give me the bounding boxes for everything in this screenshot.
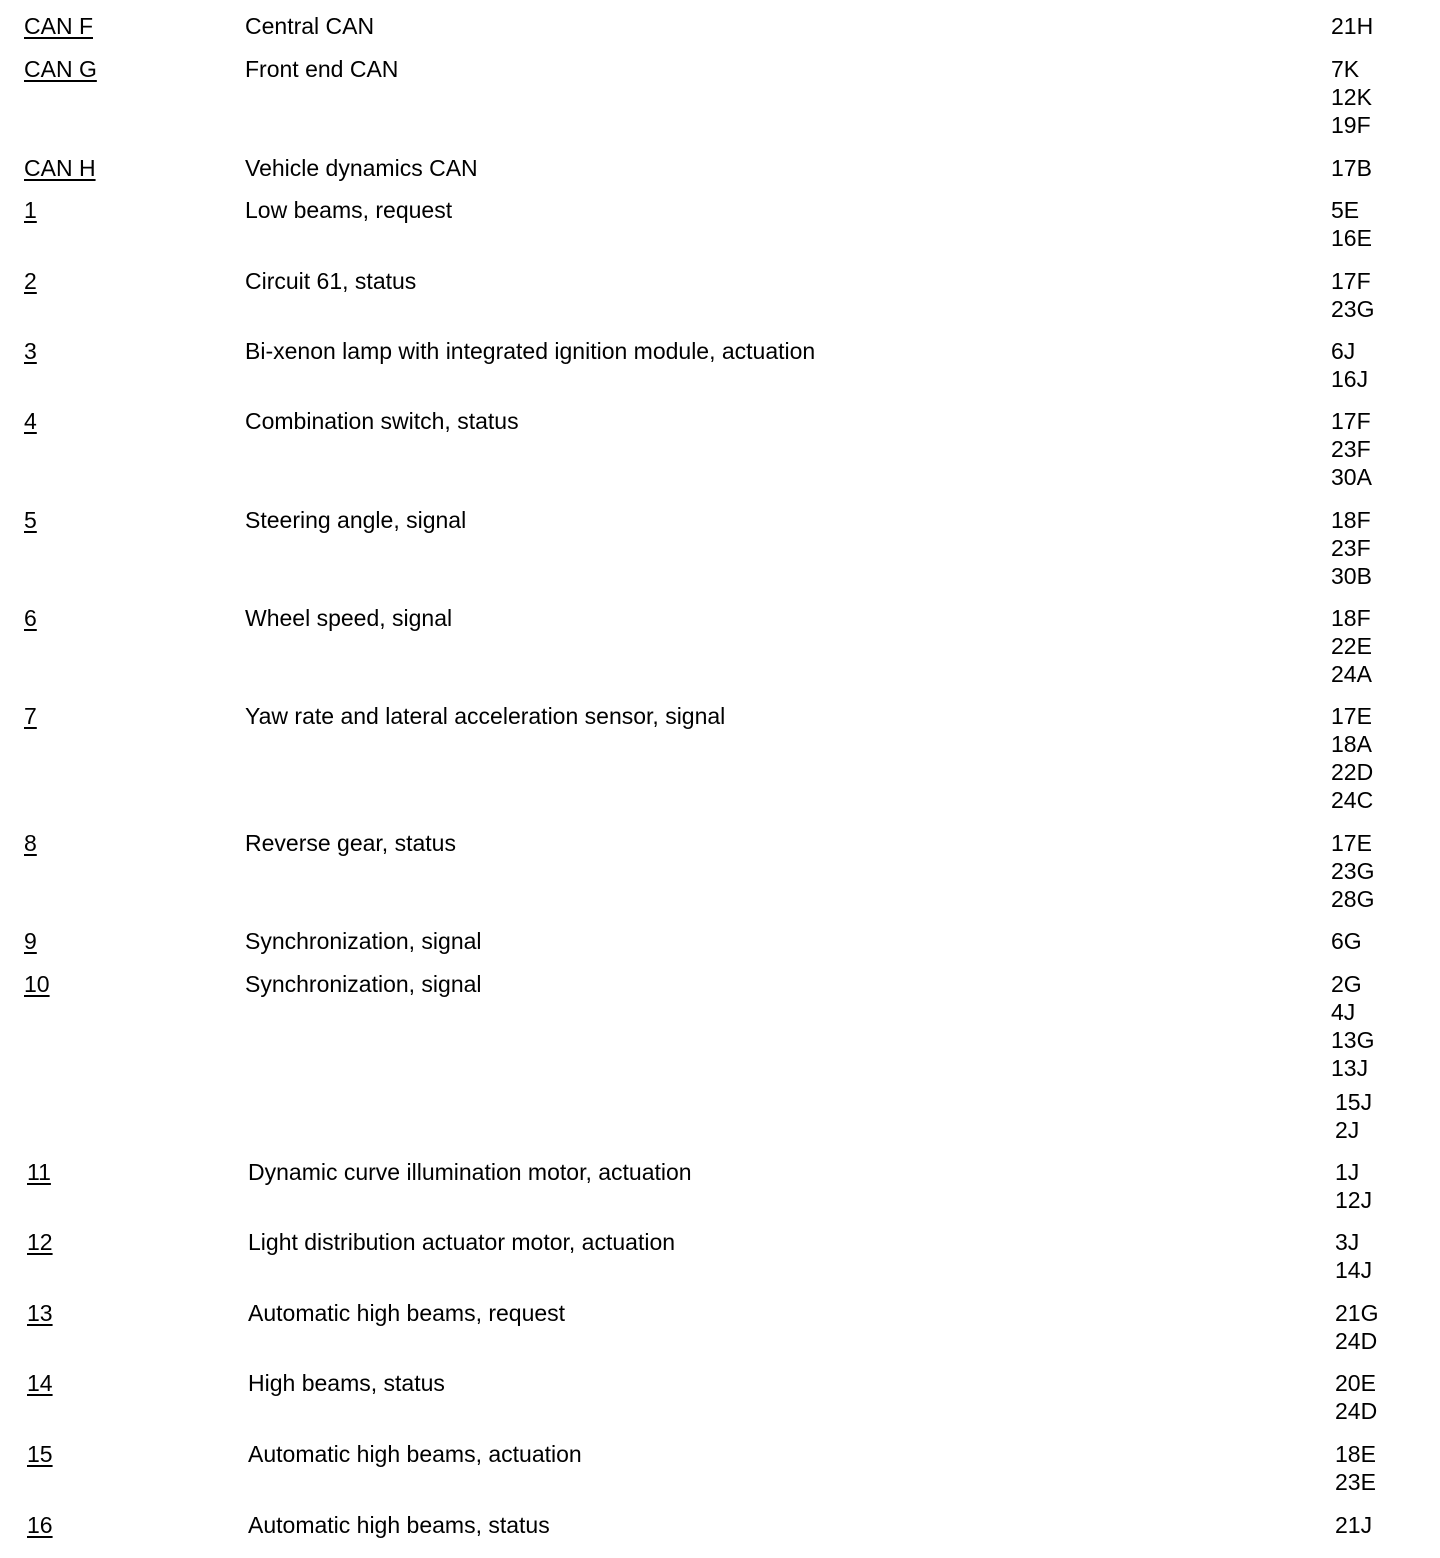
- reference-code: 24D: [1335, 1398, 1378, 1424]
- row-references: [1335, 1299, 1378, 1355]
- reference-code: 17F: [1331, 268, 1371, 294]
- reference-code: 6J: [1331, 338, 1356, 364]
- reference-code: 16J: [1331, 366, 1369, 392]
- row-references: [1331, 829, 1374, 913]
- row-key-link[interactable]: 2: [24, 268, 37, 294]
- row-references: [1331, 506, 1372, 590]
- reference-code: 5E: [1331, 197, 1360, 223]
- row-key-link[interactable]: 4: [24, 408, 37, 434]
- reference-code: 13J: [1331, 1055, 1369, 1081]
- reference-code: 18F: [1331, 507, 1371, 533]
- reference-code: 21G: [1335, 1300, 1379, 1326]
- reference-code: 2G: [1331, 971, 1362, 997]
- row-description: Dynamic curve illumination motor, actuation: [248, 1159, 692, 1185]
- row-description: Circuit 61, status: [245, 268, 417, 294]
- reference-code: 12J: [1335, 1187, 1373, 1213]
- reference-code: 6G: [1331, 928, 1362, 954]
- reference-code: 18A: [1331, 731, 1372, 757]
- reference-code: 30A: [1331, 464, 1372, 490]
- row-key-link[interactable]: 16: [27, 1512, 53, 1538]
- row-description: Steering angle, signal: [245, 507, 467, 533]
- row-references: [1331, 55, 1372, 139]
- reference-code: 17B: [1331, 155, 1372, 181]
- row-key-link[interactable]: 6: [24, 605, 37, 631]
- reference-code: 4J: [1331, 999, 1356, 1025]
- row-description: Synchronization, signal: [245, 971, 482, 997]
- row-references: [1331, 604, 1372, 688]
- row-key-link[interactable]: 12: [27, 1229, 53, 1255]
- row-key-link[interactable]: 5: [24, 507, 37, 533]
- reference-code: 13G: [1331, 1027, 1375, 1053]
- row-references-continued: [1335, 1088, 1372, 1144]
- reference-code: 19F: [1331, 112, 1371, 138]
- row-key-link[interactable]: 10: [24, 971, 50, 997]
- row-description: Synchronization, signal: [245, 928, 482, 954]
- reference-code: 24A: [1331, 661, 1372, 687]
- row-references: [1331, 927, 1362, 955]
- reference-code: 22D: [1331, 759, 1374, 785]
- reference-code: 22E: [1331, 633, 1372, 659]
- row-description: Bi-xenon lamp with integrated ignition module, actuation: [245, 338, 816, 364]
- reference-code: 2J: [1335, 1117, 1360, 1143]
- row-key-link[interactable]: CAN H: [24, 155, 96, 181]
- row-references: [1335, 1511, 1372, 1539]
- reference-code: 17E: [1331, 703, 1372, 729]
- row-key-link[interactable]: CAN F: [24, 13, 93, 39]
- row-references: [1335, 1369, 1377, 1425]
- row-references: [1331, 12, 1373, 40]
- reference-code: 18E: [1335, 1441, 1376, 1467]
- row-key-link[interactable]: 7: [24, 703, 37, 729]
- reference-code: 23F: [1331, 436, 1371, 462]
- reference-code: 15J: [1335, 1089, 1373, 1115]
- row-description: Low beams, request: [245, 197, 453, 223]
- reference-code: 24C: [1331, 787, 1374, 813]
- row-key-link[interactable]: 3: [24, 338, 37, 364]
- reference-code: 16E: [1331, 225, 1372, 251]
- row-description: Combination switch, status: [245, 408, 519, 434]
- reference-code: 20E: [1335, 1370, 1376, 1396]
- row-description: Front end CAN: [245, 56, 399, 82]
- reference-code: 21H: [1331, 13, 1374, 39]
- row-key-link[interactable]: 13: [27, 1300, 53, 1326]
- row-references: [1331, 337, 1368, 393]
- row-description: Yaw rate and lateral acceleration sensor, signal: [245, 703, 726, 729]
- row-references: [1331, 196, 1372, 252]
- reference-code: 12K: [1331, 84, 1372, 110]
- reference-code: 23G: [1331, 858, 1375, 884]
- row-references: [1335, 1158, 1372, 1214]
- row-key-link[interactable]: 9: [24, 928, 37, 954]
- row-description: Central CAN: [245, 13, 375, 39]
- row-key-link[interactable]: 15: [27, 1441, 53, 1467]
- row-key-link[interactable]: 11: [27, 1159, 51, 1185]
- row-description: Wheel speed, signal: [245, 605, 453, 631]
- row-key-link[interactable]: 8: [24, 830, 37, 856]
- reference-code: 24D: [1335, 1328, 1378, 1354]
- reference-code: 28G: [1331, 886, 1375, 912]
- row-description: Automatic high beams, request: [248, 1300, 566, 1326]
- row-key-link[interactable]: CAN G: [24, 56, 97, 82]
- row-references: [1335, 1440, 1376, 1496]
- reference-code: 17F: [1331, 408, 1371, 434]
- row-references: [1331, 702, 1373, 814]
- reference-code: 1J: [1335, 1159, 1360, 1185]
- row-references: [1331, 267, 1374, 323]
- row-description: Vehicle dynamics CAN: [245, 155, 478, 181]
- reference-code: 18F: [1331, 605, 1371, 631]
- reference-code: 7K: [1331, 56, 1360, 82]
- reference-code: 14J: [1335, 1257, 1373, 1283]
- row-references: [1331, 407, 1372, 491]
- row-description: Light distribution actuator motor, actuation: [248, 1229, 676, 1255]
- row-key-link[interactable]: 14: [27, 1370, 53, 1396]
- row-description: Automatic high beams, status: [248, 1512, 550, 1538]
- row-key-link[interactable]: 1: [24, 197, 37, 223]
- row-description: Automatic high beams, actuation: [248, 1441, 582, 1467]
- reference-code: 3J: [1335, 1229, 1360, 1255]
- reference-code: 23F: [1331, 535, 1371, 561]
- row-description: Reverse gear, status: [245, 830, 456, 856]
- row-description: High beams, status: [248, 1370, 445, 1396]
- reference-code: 17E: [1331, 830, 1372, 856]
- reference-code: 23G: [1331, 296, 1375, 322]
- reference-code: 30B: [1331, 563, 1372, 589]
- reference-code: 23E: [1335, 1469, 1376, 1495]
- row-references: [1335, 1228, 1372, 1284]
- row-references: [1331, 154, 1372, 182]
- row-references: [1331, 970, 1374, 1082]
- reference-code: 21J: [1335, 1512, 1373, 1538]
